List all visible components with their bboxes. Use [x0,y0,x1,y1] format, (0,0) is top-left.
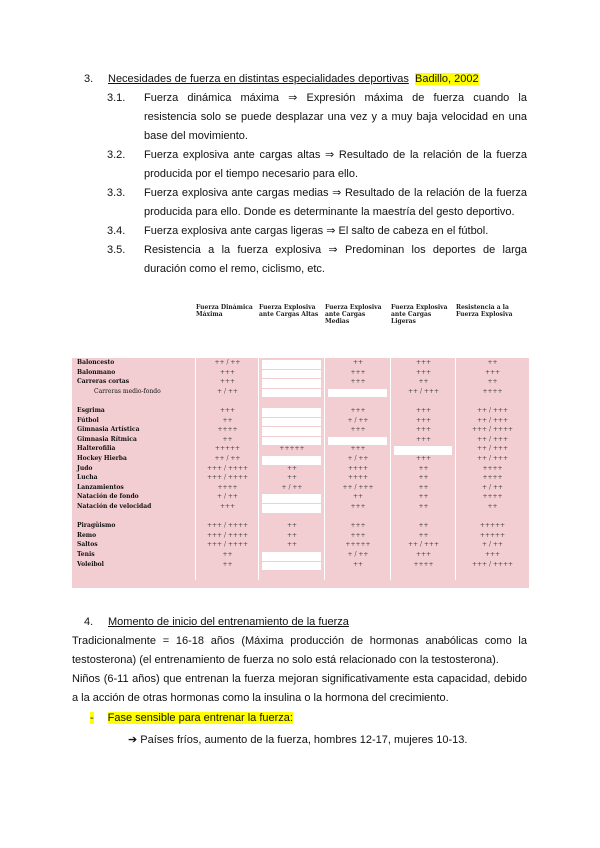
subitem-3-5 [107,241,527,279]
table-row-label: Gimnasia Artística [77,426,140,434]
table-cell: ++++ [217,483,238,491]
paragraph-text: Niños (6-11 años) que entrenan la fuerza mejoran significativamente esta capacidad, debido a la acción de otras hormonas como la insulina o la hormona del crecimiento. [72,673,527,704]
subitem-number: 3.3. [107,187,126,199]
table-cell: +++ / ++++ [206,531,249,539]
table-cell: +++ [484,551,501,558]
table-cell: +++++ [345,541,371,549]
table-column-header [456,304,529,318]
table-header-line: Fuerza Explosiva [456,311,513,318]
subitem-text: Fuerza explosiva ante cargas medias ⇒ Resultado de la relación de la fuerza producida para ello. Donde es determinante la maestría del gesto deportivo. [144,187,527,218]
table-cell: +++ [415,426,432,434]
arrow-icon: ➔ [128,734,138,746]
table-cell: +++ [415,455,432,462]
table-empty-cell [262,389,321,398]
section-title: Necesidades de fuerza en distintas especialidades deportivas [108,73,409,85]
bullet-text: Fase sensible para entrenar la fuerza: [107,712,293,724]
table-cell: ++ [222,551,233,558]
table-cell: ++ [418,503,429,510]
table-cell: +++ [219,378,236,386]
table-cell: ++ [487,503,498,510]
table-row-label: Tenis [77,551,95,558]
table-cell: +++++ [479,531,506,539]
table-cell: ++ [286,464,298,472]
table-empty-cell [262,418,321,427]
table-cell: ++ [418,464,429,472]
table-cell: +++++ [479,522,506,530]
subitem-text: Fuerza explosiva ante cargas altas ⇒ Resultado de la relación de la fuerza producida por el tiempo necesario para ello. [144,149,527,180]
table-cell: +++++ [279,445,305,453]
table-cell: + / ++ [281,483,303,491]
table-column-header [325,304,391,325]
table-cell: ++ [222,435,233,443]
table-cell: ++++ [482,493,503,501]
table-column-header [259,304,325,318]
table-cell: ++ / +++ [477,407,508,414]
table-cell: ++ [286,522,298,530]
table-cell: ++ / +++ [477,455,508,462]
table-cell: +++ [350,368,366,376]
table-cell: +++ [415,435,432,443]
table-empty-cell [262,408,321,417]
subitem-number: 3.4. [107,225,126,237]
table-empty-cell [394,446,452,455]
table-row-label: Gimnasia Rítmica [77,435,137,443]
table-cell: +++ / ++++ [206,464,249,472]
table-cell: ++ [286,541,298,549]
table-cell: ++ / +++ [477,435,508,443]
table-cell: +++ [415,359,432,366]
table-header-line: ante Cargas [325,311,366,318]
table-cell: ++ [418,483,429,491]
table-cell: ++ [418,522,429,530]
paragraph-ninos [72,670,527,708]
table-cell: +++ [484,368,501,376]
table-cell: ++ [352,560,364,568]
table-cell: ++ [352,493,364,501]
table-header-line: Fuerza Dinámica [196,304,253,311]
table-cell: +++ [415,407,432,414]
subitem-3-2 [107,146,527,184]
subitem-text: Fuerza explosiva ante cargas ligeras ⇒ El salto de cabeza en el fútbol. [144,225,489,237]
table-empty-cell [262,360,321,369]
table-cell: ++++ [482,464,503,472]
paragraph-tradicionalmente [72,632,527,670]
table-row-label: Esgrima [77,407,105,414]
table-empty-cell [262,437,321,446]
table-cell: + / ++ [347,416,369,424]
citation-highlight: Badillo, 2002 [415,73,479,85]
table-empty-cell [262,562,321,571]
arrow-item-text: Países fríos, aumento de la fuerza, hombres 12-17, mujeres 10-13. [140,734,468,746]
table-cell: ++ / +++ [408,541,439,549]
table-cell: ++ / +++ [477,445,508,453]
table-cell: ++ / ++ [214,359,241,366]
table-row-label: Fútbol [77,416,99,424]
table-cell: +++ / ++++ [471,560,514,568]
table-cell: ++++ [217,426,238,434]
table-cell: + / ++ [347,551,369,558]
table-row-label: Carreras medio-fondo [94,387,161,395]
table-cell: + / ++ [217,493,238,501]
table-cell: +++ [350,531,366,539]
table-cell: +++ [219,503,236,510]
table-cell: +++ / ++++ [206,541,249,549]
table-cell: +++ [350,522,366,530]
table-cell: ++++ [347,464,369,472]
table-header-line: ante Cargas [391,311,432,318]
table-cell: +++ [350,407,366,414]
table-row-label: Hockey Hierba [77,455,127,462]
table-cell: ++++ [482,474,503,482]
table-cell: ++++ [413,560,434,568]
table-column-header [391,304,456,325]
bullet-marker: - [90,712,94,724]
table-cell: ++ [418,531,429,539]
table-cell: +++ / ++++ [471,426,514,434]
table-empty-cell [262,427,321,436]
table-cell: ++ [418,378,429,386]
table-cell: +++ [350,445,366,453]
table-cell: ++++ [482,387,503,395]
table-column-header [196,304,259,318]
arrow-item [128,733,467,746]
table-header-line: ante Cargas Altas [259,311,319,318]
subitem-text: Resistencia a la fuerza explosiva ⇒ Predominan los deportes de larga duración como el remo, ciclismo, etc. [144,244,527,275]
strength-table [72,298,529,588]
table-header-line: Máxima [196,311,223,318]
table-cell: ++ [222,416,233,424]
table-cell: ++ [418,474,429,482]
paragraph-text: Tradicionalmente = 16-18 años (Máxima producción de hormonas anabólicas como la testosterona) (el entrenamiento de fuerza no solo está relacionado con la testosterona). [72,635,527,666]
table-row-label: Lucha [77,474,98,482]
table-row-label: Lanzamientos [77,483,124,491]
table-row-label: Saltos [77,541,98,549]
table-row-label: Halterofilia [77,445,116,453]
table-empty-cell [262,456,321,465]
table-empty-cell [262,379,321,388]
table-cell: +++ / ++++ [206,474,249,482]
table-cell: +++ / ++++ [206,522,249,530]
table-cell: +++++ [214,445,241,453]
table-empty-cell [262,494,321,503]
table-cell: ++ / +++ [342,483,374,491]
table-cell: ++ [286,531,298,539]
section-number: 4. [84,616,94,628]
table-empty-cell [262,370,321,379]
table-cell: +++ [219,407,236,414]
table-row-label: Voleibol [77,560,104,568]
table-cell: +++ [219,368,236,376]
subitem-3-3 [107,184,527,222]
table-row-label: Natación de fondo [77,493,139,501]
table-row-label: Carreras cortas [77,378,130,386]
table-empty-cell [262,504,321,513]
table-cell: ++ [222,560,233,568]
table-header-line: Fuerza Explosiva [325,304,382,311]
table-cell: ++ / ++ [214,455,241,462]
table-row-label: Natación de velocidad [77,503,152,510]
table-cell: + / ++ [482,483,503,491]
table-row-label: Judo [77,464,93,472]
table-row-label: Piragüismo [77,522,116,530]
table-header-line: Medias [325,318,350,325]
table-empty-cell [328,437,387,446]
table-header-line: Resistencia a la [456,304,509,311]
table-cell: + / ++ [217,387,238,395]
table-cell: +++ [415,551,432,558]
subitem-3-1 [107,89,527,146]
subitem-number: 3.2. [107,149,126,161]
table-row-label: Balonmano [77,368,116,376]
subitem-text: Fuerza dinámica máxima ⇒ Expresión máxima de fuerza cuando la resistencia solo se puede desplazar una vez y a muy baja velocidad en una base del movimiento. [144,92,527,142]
bullet-fase-sensible [90,712,293,724]
table-cell: +++ [350,426,366,434]
table-cell: +++ [415,416,432,424]
table-cell: +++ [350,503,366,510]
subitem-3-4 [107,222,527,241]
table-cell: ++ / +++ [408,387,439,395]
table-empty-cell [262,552,321,561]
table-cell: ++ [487,359,498,366]
table-row-label: Baloncesto [77,359,115,366]
table-cell: + / ++ [482,541,503,549]
section-title: Momento de inicio del entrenamiento de la fuerza [108,616,349,628]
table-cell: + / ++ [347,455,369,462]
section-number: 3. [84,73,94,85]
table-cell: ++ / +++ [477,416,508,424]
table-cell: ++ [286,474,298,482]
table-empty-cell [328,389,387,398]
subitem-number: 3.1. [107,92,126,104]
table-cell: +++ [415,368,432,376]
subitem-number: 3.5. [107,244,126,256]
table-cell: ++ [487,378,498,386]
table-cell: ++ [352,359,364,366]
table-cell: +++ [350,378,366,386]
table-cell: ++ [418,493,429,501]
table-header-line: Ligeras [391,318,416,325]
table-row-label: Remo [77,531,97,539]
table-header-line: Fuerza Explosiva [391,304,448,311]
table-cell: ++++ [347,474,369,482]
table-header-line: Fuerza Explosiva [259,304,316,311]
